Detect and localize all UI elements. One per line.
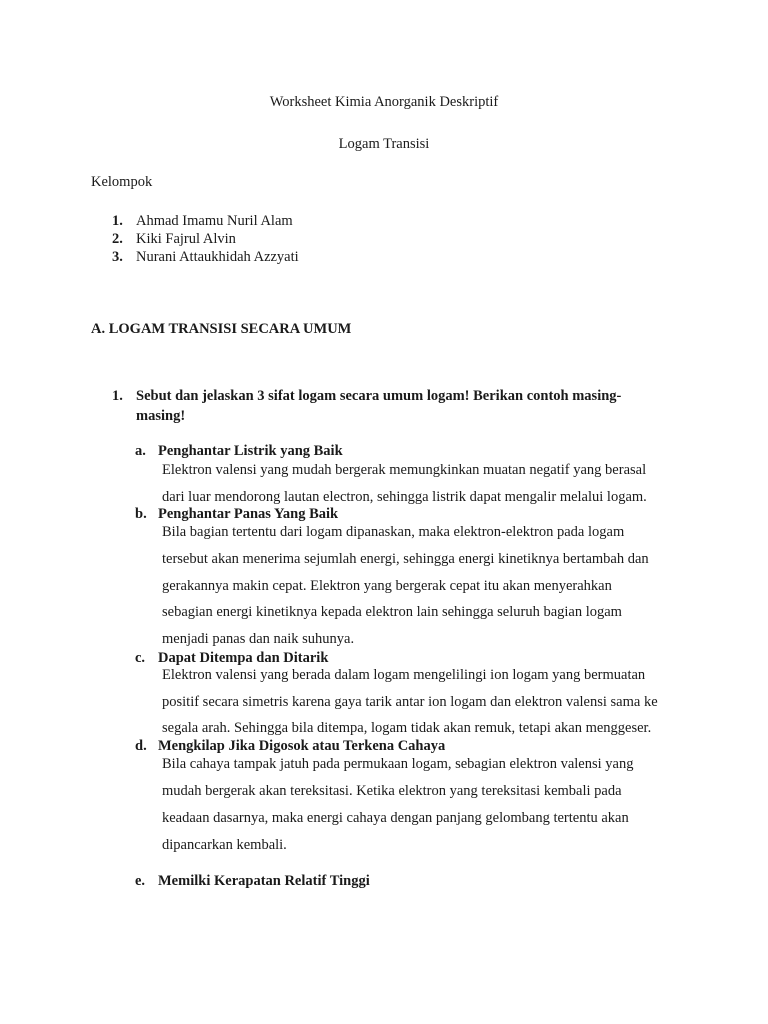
- item-title: Penghantar Panas Yang Baik: [158, 506, 339, 522]
- document-title: Worksheet Kimia Anorganik Deskriptif: [269, 94, 499, 110]
- item-text-line: segala arah. Sehingga bila ditempa, logam tidak akan remuk, tetapi akan menggeser.: [162, 720, 652, 736]
- item-letter: d.: [135, 738, 147, 754]
- item-text-line: Elektron valensi yang mudah bergerak memungkinkan muatan negatif yang berasal: [162, 462, 647, 478]
- group-label: Kelompok: [91, 174, 153, 190]
- question-number: 1.: [112, 388, 123, 404]
- section-heading: A. LOGAM TRANSISI SECARA UMUM: [91, 321, 352, 337]
- item-text-line: menjadi panas dan naik suhunya.: [162, 631, 355, 647]
- item-letter: c.: [135, 650, 146, 666]
- item-letter: a.: [135, 443, 146, 459]
- question-text-line: masing!: [136, 408, 186, 424]
- member-name: Kiki Fajrul Alvin: [136, 231, 236, 247]
- item-text-line: sebagian energi kinetiknya kepada elektron lain sehingga seluruh bagian logam: [162, 604, 622, 620]
- item-letter: e.: [135, 873, 146, 889]
- item-text-line: dari luar mendorong lautan electron, sehingga listrik dapat mengalir melalui logam.: [162, 489, 647, 505]
- item-text-line: positif secara simetris karena gaya tarik antar ion logam dan elektron valensi sama ke: [162, 694, 658, 710]
- item-title: Mengkilap Jika Digosok atau Terkena Cahaya: [158, 738, 446, 754]
- item-text-line: Bila cahaya tampak jatuh pada permukaan logam, sebagian elektron valensi yang: [162, 756, 634, 772]
- member-number: 1.: [112, 213, 123, 229]
- question-text-line: Sebut dan jelaskan 3 sifat logam secara umum logam! Berikan contoh masing-: [136, 388, 622, 404]
- item-letter: b.: [135, 506, 147, 522]
- member-name: Nurani Attaukhidah Azzyati: [136, 249, 299, 265]
- item-title: Penghantar Listrik yang Baik: [158, 443, 343, 459]
- member-name: Ahmad Imamu Nuril Alam: [136, 213, 293, 229]
- item-text-line: mudah bergerak akan tereksitasi. Ketika elektron yang tereksitasi kembali pada: [162, 783, 622, 799]
- item-text-line: gerakannya makin cepat. Elektron yang bergerak cepat itu akan menyerahkan: [162, 578, 612, 594]
- item-title: Memilki Kerapatan Relatif Tinggi: [158, 873, 370, 889]
- member-number: 2.: [112, 231, 123, 247]
- item-title: Dapat Ditempa dan Ditarik: [158, 650, 329, 666]
- item-text-line: Elektron valensi yang berada dalam logam mengelilingi ion logam yang bermuatan: [162, 667, 646, 683]
- document-subtitle: Logam Transisi: [338, 136, 430, 152]
- item-text-line: keadaan dasarnya, maka energi cahaya dengan panjang gelombang tertentu akan: [162, 810, 629, 826]
- item-text-line: Bila bagian tertentu dari logam dipanaskan, maka elektron-elektron pada logam: [162, 524, 625, 540]
- member-number: 3.: [112, 249, 123, 265]
- item-text-line: tersebut akan menerima sejumlah energi, sehingga energi kinetiknya bertambah dan: [162, 551, 649, 567]
- item-text-line: dipancarkan kembali.: [162, 837, 287, 853]
